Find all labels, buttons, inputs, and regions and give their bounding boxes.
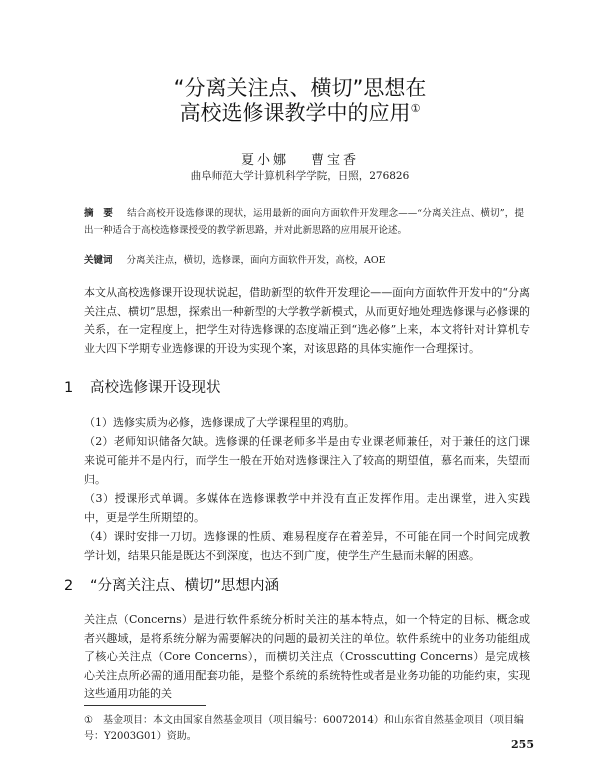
footnote: [84, 713, 530, 745]
keywords-text: 分离关注点，横切，选修课，面向方面软件开发，高校，AOE: [126, 255, 386, 266]
keywords: [84, 253, 524, 269]
abstract-text: 结合高校开设选修课的现状，运用最新的面向方面软件开发理念——“分离关注点、横切”，提出一种适合于高校选修课授受的教学新思路，并对此新思路的应用展开论述。: [84, 208, 524, 236]
authors: [0, 149, 600, 168]
footnote-marker: ①: [84, 715, 93, 726]
list-item: （4）课时安排一刀切。选修课的性质、难易程度存在着差异，不可能在同一个时间完成教学计划，结果只能是既达不到深度，也达不到广度，使学生产生悬而未解的困惑。: [84, 530, 530, 562]
title-footnote-marker: ①: [410, 102, 421, 115]
paper-title-line-1: “分离关注点、横切”思想在: [173, 76, 427, 100]
section-1-list: [84, 413, 530, 565]
paper-title-line-2: [60, 101, 540, 126]
section-2-number: 2: [64, 578, 74, 594]
footnote-text: 基金项目：本文由国家自然基金项目（项目编号：60072014）和山东省自然基金项目（项目编号：Y2003G01）资助。: [84, 715, 524, 742]
list-item: （3）授课形式单调。多媒体在选修课教学中并没有直正发挥作用。走出课堂，进入实践中，更是学生所期望的。: [84, 492, 530, 524]
list-item: （2）老师知识储备欠缺。选修课的任课老师多半是由专业课老师兼任，对于兼任的这门课来说可能并不是内行，而学生一般在开始对选修课注入了较高的期望值，慕名而来，失望而归。: [84, 435, 530, 486]
abstract: [84, 205, 524, 239]
intro-paragraph: 本文从高校选修课开设现状说起，借助新型的软件开发理论——面向方面软件开发中的“分离关注点、横切”思想，探索出一种新型的大学教学新模式，从而更好地处理选修课与必修课的关系，在一定程度上，把学生对待选修课的态度端正到“选必修”上来，本文将针对计算机专业大四下学期专业选修课的开设为实现个案，对该思路的具体实施作一合理探讨。: [84, 286, 530, 355]
author-1: 夏小娜: [240, 153, 289, 168]
abstract-label: 摘 要: [84, 208, 114, 219]
section-1-title: 高校选修课开设现状: [90, 380, 221, 396]
paper-title-line-2-text: 高校选修课教学中的应用: [179, 101, 411, 125]
section-2-title: “分离关注点、横切”思想内涵: [90, 578, 280, 594]
page-number: 255: [511, 738, 534, 751]
author-2: 曹宝香: [311, 153, 360, 168]
footnote-divider: [84, 705, 206, 706]
affiliation: 曲阜师范大学计算机科学学院，日照，276826: [190, 170, 410, 182]
list-item: （1）选修实质为必修，选修课成了大学课程里的鸡肋。: [84, 416, 355, 429]
section-2-paragraph: 关注点（Concerns）是进行软件系统分析时关注的基本特点，如一个特定的目标、概念或者兴趣域，是将系统分解为需要解决的问题的最初关注的单位。软件系统中的业务功能组成了核心关注点（Core Concerns），而横切关注点（Crosscutting Concerns）是完成核心关注点所必需的通用配套功能，是整个系统的系统特性或者是业务功能的功能约束，实现这些通用功能的关: [84, 613, 530, 701]
keywords-label: 关键词: [84, 255, 113, 266]
section-1-number: 1: [64, 380, 74, 396]
section-1-heading: [64, 376, 221, 397]
section-2-heading: [64, 574, 279, 595]
